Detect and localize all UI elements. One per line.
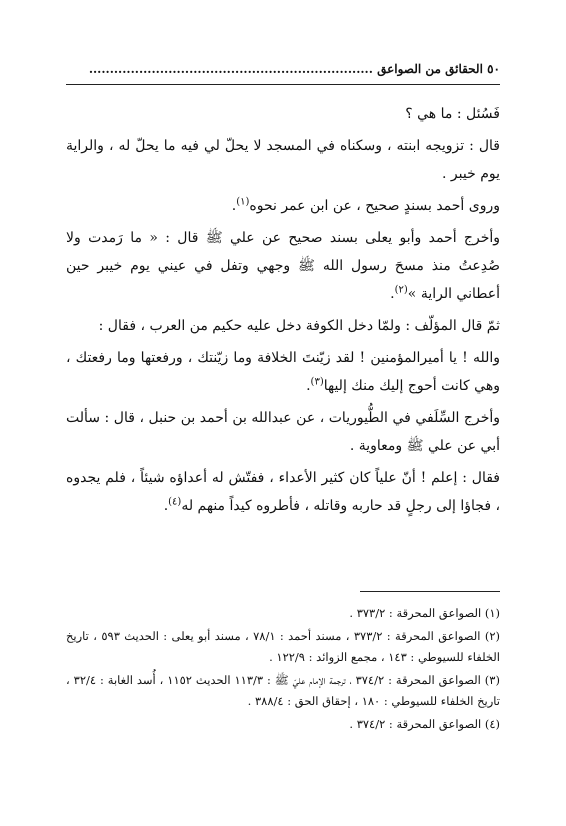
page-number: ٥٠ <box>487 62 500 76</box>
footnote-separator <box>360 591 500 592</box>
paragraph-end: . <box>231 198 237 214</box>
paragraph-text: والله ! يا أميرالمؤمنين ! لقد زيّنتَ الخلافة وما زيّنتك ، ورفعتها وما رفعتك ، وهي كانت أحوج إليك منك إليها <box>66 350 500 394</box>
paragraph-answer: قال : تزويجه ابنته ، وسكناه في المسجد لا يحلّ لي فيه ما يحلّ له ، والراية يوم خيبر . <box>66 138 500 182</box>
footnotes <box>66 603 500 737</box>
running-header <box>66 62 500 84</box>
paragraph-end: . <box>390 286 395 302</box>
paragraph-end: . <box>163 498 169 514</box>
paragraph-text: وأخرج أحمد وأبو يعلى بسند صحيح عن علي ﷺ قال : « ما رَمدت ولا صُدِعتُ منذ مسحَ رسول الله ﷺ وجهي وتفل في عيني يوم خيبر حين أعطاني الراية » <box>66 230 500 302</box>
paragraph-sage-speech <box>66 344 500 400</box>
paragraph-end: . <box>306 378 311 394</box>
footnote-ref-2: (٢) <box>394 284 408 296</box>
paragraph-silafi-narration: وأخرج السِّلَفي في الطُّيوريات ، عن عبدالله بن أحمد بن حنبل ، قال : سألت أبي عن علي ﷺ ومعاوية . <box>66 410 500 454</box>
header-dots: .................................................................... <box>88 62 373 76</box>
footnote-2: (٢) الصواعق المحرقة : ٣٧٣/٢ ، مسند أحمد : ٧٨/١ ، مسند أبو يعلى : الحديث ٥٩٣ ، تاريخ الخلفاء للسيوطي : ١٤٣ ، مجمع الزوائد : ١٢٢/٩ . <box>66 629 500 664</box>
footnote-ref-3: (٣) <box>310 376 324 388</box>
paragraph-abu-yala-narration <box>66 224 500 308</box>
footnote-1: (١) الصواعق المحرقة : ٣٧٣/٢ . <box>349 606 500 620</box>
paragraph-ahmad-narration <box>66 192 500 220</box>
paragraph-text: فقال : إعلم ! أنّ علياً كان كثير الأعداء ، ففتّش له أعداؤه شيئاً ، فلم يجدوه ، فجاؤا إلى رجلٍ قد حاربه وقاتله ، فأطروه كيداً منهم له <box>66 470 500 514</box>
footnote-3: (٣) الصواعق المحرقة : ٣٧٤/٢ ، ترجمة الإمام عليّ ﷺ : ١١٣/٣ الحديث ١١٥٢ ، أُسد الغابة : ٣٢/٤ ، تاريخ الخلفاء للسيوطي : ١٨٠ ، إحقاق الحق : ٣٨٨/٤ . <box>66 673 500 708</box>
paragraph-text: وروى أحمد بسندٍ صحيح ، عن ابن عمر نحوه <box>249 198 500 214</box>
paragraph-author-kufa: ثمّ قال المؤلّف : ولمّا دخل الكوفة دخل عليه حكيم من العرب ، فقال : <box>98 318 500 334</box>
footnote-ref-1: (١) <box>236 196 250 208</box>
footnote-ref-4: (٤) <box>168 496 182 508</box>
header-title: الحقائق من الصواعق <box>377 62 483 76</box>
footnote-4: (٤) الصواعق المحرقة : ٣٧٤/٢ . <box>349 717 500 731</box>
main-text <box>66 100 500 524</box>
header-rule <box>66 84 500 85</box>
paragraph-ibn-hanbal-answer <box>66 464 500 520</box>
paragraph-question: فَسُئل : ما هي ؟ <box>405 106 500 122</box>
